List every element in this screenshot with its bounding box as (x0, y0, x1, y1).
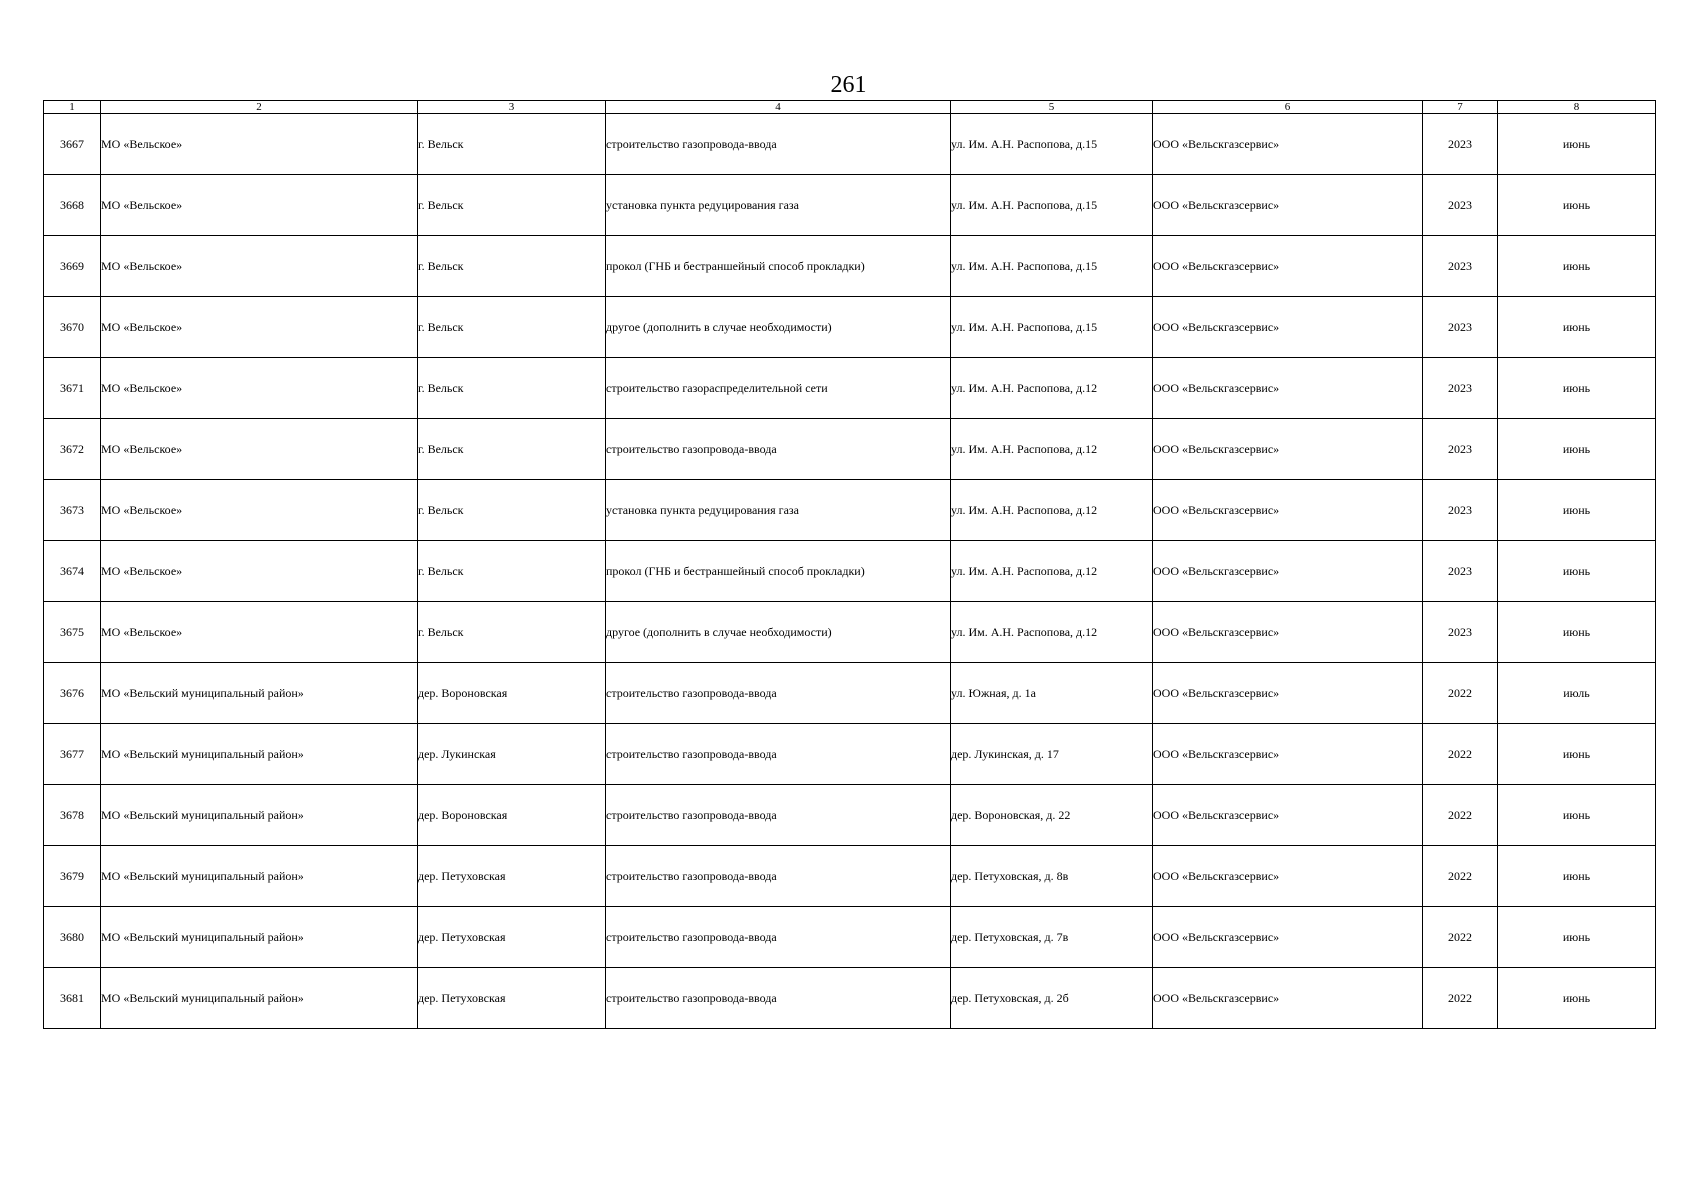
settlement-cell: г. Вельск (418, 297, 606, 358)
address-cell: ул. Им. А.Н. Распопова, д.12 (951, 419, 1153, 480)
table-row (44, 907, 1656, 968)
year-cell: 2022 (1423, 724, 1498, 785)
municipality-cell: МО «Вельское» (101, 541, 418, 602)
contractor-cell: ООО «Вельскгазсервис» (1153, 968, 1423, 1029)
municipality-cell: МО «Вельское» (101, 297, 418, 358)
month-cell: июнь (1498, 480, 1656, 541)
column-number: 5 (951, 101, 1153, 114)
row-number-cell: 3680 (44, 907, 101, 968)
address-cell: ул. Им. А.Н. Распопова, д.12 (951, 541, 1153, 602)
column-number: 1 (44, 101, 101, 114)
month-cell: июнь (1498, 419, 1656, 480)
table-row (44, 724, 1656, 785)
row-number-cell: 3677 (44, 724, 101, 785)
month-cell: июнь (1498, 114, 1656, 175)
year-cell: 2023 (1423, 236, 1498, 297)
settlement-cell: дер. Вороновская (418, 663, 606, 724)
address-cell: ул. Им. А.Н. Распопова, д.15 (951, 175, 1153, 236)
year-cell: 2023 (1423, 541, 1498, 602)
work-type-cell: строительство газораспределительной сети (606, 358, 951, 419)
table-row (44, 846, 1656, 907)
table-row (44, 419, 1656, 480)
address-cell: ул. Им. А.Н. Распопова, д.15 (951, 114, 1153, 175)
contractor-cell: ООО «Вельскгазсервис» (1153, 724, 1423, 785)
contractor-cell: ООО «Вельскгазсервис» (1153, 236, 1423, 297)
address-cell: ул. Южная, д. 1а (951, 663, 1153, 724)
table-row (44, 297, 1656, 358)
contractor-cell: ООО «Вельскгазсервис» (1153, 907, 1423, 968)
settlement-cell: дер. Вороновская (418, 785, 606, 846)
contractor-cell: ООО «Вельскгазсервис» (1153, 480, 1423, 541)
table-row (44, 175, 1656, 236)
year-cell: 2022 (1423, 846, 1498, 907)
column-number: 4 (606, 101, 951, 114)
year-cell: 2023 (1423, 419, 1498, 480)
row-number-cell: 3667 (44, 114, 101, 175)
work-type-cell: строительство газопровода-ввода (606, 968, 951, 1029)
settlement-cell: дер. Лукинская (418, 724, 606, 785)
contractor-cell: ООО «Вельскгазсервис» (1153, 175, 1423, 236)
municipality-cell: МО «Вельский муниципальный район» (101, 785, 418, 846)
settlement-cell: г. Вельск (418, 358, 606, 419)
month-cell: июнь (1498, 846, 1656, 907)
municipality-cell: МО «Вельское» (101, 602, 418, 663)
table-row (44, 663, 1656, 724)
page-number: 261 (830, 72, 867, 98)
address-cell: дер. Петуховская, д. 2б (951, 968, 1153, 1029)
work-type-cell: строительство газопровода-ввода (606, 907, 951, 968)
row-number-cell: 3672 (44, 419, 101, 480)
work-type-cell: другое (дополнить в случае необходимости) (606, 602, 951, 663)
column-number: 6 (1153, 101, 1423, 114)
settlement-cell: г. Вельск (418, 114, 606, 175)
table-body (44, 114, 1656, 1029)
year-cell: 2023 (1423, 480, 1498, 541)
contractor-cell: ООО «Вельскгазсервис» (1153, 846, 1423, 907)
row-number-cell: 3674 (44, 541, 101, 602)
month-cell: июнь (1498, 541, 1656, 602)
row-number-cell: 3675 (44, 602, 101, 663)
settlement-cell: г. Вельск (418, 175, 606, 236)
address-cell: дер. Вороновская, д. 22 (951, 785, 1153, 846)
row-number-cell: 3671 (44, 358, 101, 419)
settlement-cell: дер. Петуховская (418, 846, 606, 907)
table-row (44, 602, 1656, 663)
address-cell: дер. Петуховская, д. 8в (951, 846, 1153, 907)
row-number-cell: 3673 (44, 480, 101, 541)
contractor-cell: ООО «Вельскгазсервис» (1153, 663, 1423, 724)
work-type-cell: строительство газопровода-ввода (606, 663, 951, 724)
work-type-cell: строительство газопровода-ввода (606, 724, 951, 785)
gasification-table (43, 100, 1656, 1029)
contractor-cell: ООО «Вельскгазсервис» (1153, 419, 1423, 480)
month-cell: июнь (1498, 175, 1656, 236)
settlement-cell: г. Вельск (418, 541, 606, 602)
settlement-cell: г. Вельск (418, 236, 606, 297)
year-cell: 2022 (1423, 785, 1498, 846)
table-row (44, 114, 1656, 175)
work-type-cell: установка пункта редуцирования газа (606, 480, 951, 541)
address-cell: ул. Им. А.Н. Распопова, д.15 (951, 297, 1153, 358)
address-cell: ул. Им. А.Н. Распопова, д.12 (951, 480, 1153, 541)
settlement-cell: дер. Петуховская (418, 968, 606, 1029)
municipality-cell: МО «Вельское» (101, 419, 418, 480)
column-number-row (44, 101, 1656, 114)
contractor-cell: ООО «Вельскгазсервис» (1153, 358, 1423, 419)
contractor-cell: ООО «Вельскгазсервис» (1153, 602, 1423, 663)
settlement-cell: г. Вельск (418, 419, 606, 480)
address-cell: дер. Лукинская, д. 17 (951, 724, 1153, 785)
year-cell: 2023 (1423, 114, 1498, 175)
work-type-cell: прокол (ГНБ и бестраншейный способ прокладки) (606, 541, 951, 602)
municipality-cell: МО «Вельский муниципальный район» (101, 907, 418, 968)
settlement-cell: дер. Петуховская (418, 907, 606, 968)
column-number: 2 (101, 101, 418, 114)
address-cell: ул. Им. А.Н. Распопова, д.15 (951, 236, 1153, 297)
municipality-cell: МО «Вельский муниципальный район» (101, 724, 418, 785)
work-type-cell: другое (дополнить в случае необходимости) (606, 297, 951, 358)
address-cell: дер. Петуховская, д. 7в (951, 907, 1153, 968)
year-cell: 2022 (1423, 968, 1498, 1029)
work-type-cell: прокол (ГНБ и бестраншейный способ прокладки) (606, 236, 951, 297)
row-number-cell: 3681 (44, 968, 101, 1029)
contractor-cell: ООО «Вельскгазсервис» (1153, 541, 1423, 602)
work-type-cell: строительство газопровода-ввода (606, 785, 951, 846)
table-row (44, 785, 1656, 846)
address-cell: ул. Им. А.Н. Распопова, д.12 (951, 602, 1153, 663)
row-number-cell: 3679 (44, 846, 101, 907)
work-type-cell: строительство газопровода-ввода (606, 114, 951, 175)
column-number: 8 (1498, 101, 1656, 114)
month-cell: июнь (1498, 358, 1656, 419)
municipality-cell: МО «Вельское» (101, 236, 418, 297)
year-cell: 2022 (1423, 663, 1498, 724)
year-cell: 2023 (1423, 358, 1498, 419)
contractor-cell: ООО «Вельскгазсервис» (1153, 785, 1423, 846)
municipality-cell: МО «Вельское» (101, 480, 418, 541)
month-cell: июнь (1498, 724, 1656, 785)
table-row (44, 480, 1656, 541)
column-number: 3 (418, 101, 606, 114)
month-cell: июнь (1498, 236, 1656, 297)
year-cell: 2023 (1423, 297, 1498, 358)
contractor-cell: ООО «Вельскгазсервис» (1153, 297, 1423, 358)
table-row (44, 358, 1656, 419)
month-cell: июнь (1498, 785, 1656, 846)
row-number-cell: 3670 (44, 297, 101, 358)
table-row (44, 541, 1656, 602)
row-number-cell: 3668 (44, 175, 101, 236)
settlement-cell: г. Вельск (418, 480, 606, 541)
settlement-cell: г. Вельск (418, 602, 606, 663)
work-type-cell: строительство газопровода-ввода (606, 419, 951, 480)
month-cell: июнь (1498, 907, 1656, 968)
month-cell: июнь (1498, 602, 1656, 663)
municipality-cell: МО «Вельское» (101, 358, 418, 419)
month-cell: июль (1498, 663, 1656, 724)
row-number-cell: 3678 (44, 785, 101, 846)
municipality-cell: МО «Вельский муниципальный район» (101, 663, 418, 724)
table-row (44, 236, 1656, 297)
year-cell: 2023 (1423, 602, 1498, 663)
table-row (44, 968, 1656, 1029)
year-cell: 2022 (1423, 907, 1498, 968)
year-cell: 2023 (1423, 175, 1498, 236)
municipality-cell: МО «Вельское» (101, 175, 418, 236)
work-type-cell: установка пункта редуцирования газа (606, 175, 951, 236)
month-cell: июнь (1498, 968, 1656, 1029)
municipality-cell: МО «Вельский муниципальный район» (101, 846, 418, 907)
work-type-cell: строительство газопровода-ввода (606, 846, 951, 907)
row-number-cell: 3669 (44, 236, 101, 297)
municipality-cell: МО «Вельское» (101, 114, 418, 175)
row-number-cell: 3676 (44, 663, 101, 724)
contractor-cell: ООО «Вельскгазсервис» (1153, 114, 1423, 175)
municipality-cell: МО «Вельский муниципальный район» (101, 968, 418, 1029)
column-number: 7 (1423, 101, 1498, 114)
address-cell: ул. Им. А.Н. Распопова, д.12 (951, 358, 1153, 419)
month-cell: июнь (1498, 297, 1656, 358)
